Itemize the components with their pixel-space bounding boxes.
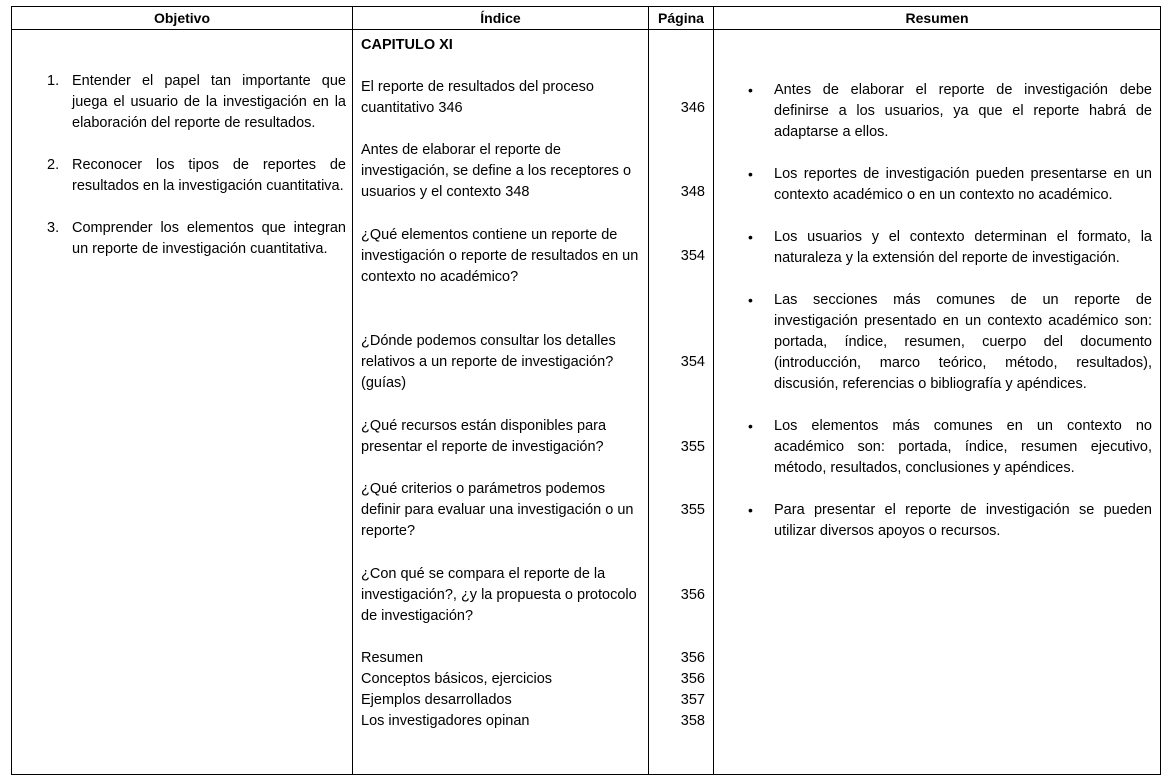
header-objetivo: Objetivo — [12, 7, 353, 29]
page-number: 348 — [680, 184, 705, 200]
page-number: 357 — [680, 692, 705, 708]
page-number: 355 — [680, 502, 705, 518]
index-entry: Conceptos básicos, ejercicios — [361, 671, 553, 687]
objetivo-text: Comprender los elementos que integran un reporte de investigación cuantitativa. — [72, 220, 346, 257]
resumen-text: Los usuarios y el contexto determinan el formato, la naturaleza y la extensión del reporte de investigación. — [774, 229, 1152, 266]
objetivo-item — [12, 155, 346, 197]
page-number: 355 — [680, 439, 705, 455]
index-entry: El reporte de resultados del proceso cuantitativo 346 — [361, 79, 594, 116]
resumen-item — [714, 500, 1152, 542]
resumen-text: Antes de elaborar el reporte de investigación debe definirse a los usuarios, ya que el reporte habrá de adaptarse a ellos. — [774, 82, 1152, 140]
index-entry: Antes de elaborar el reporte de investigación, se define a los receptores o usuarios y el contexto 348 — [361, 142, 632, 200]
objetivo-list — [12, 71, 346, 281]
objetivo-text: Reconocer los tipos de reportes de resultados en la investigación cuantitativa. — [72, 157, 346, 194]
resumen-item — [714, 164, 1152, 206]
bullet-icon: • — [748, 418, 753, 434]
resumen-list — [714, 80, 1152, 563]
header-indice: Índice — [353, 7, 649, 29]
bullet-icon: • — [748, 229, 753, 245]
page-number: 358 — [680, 713, 705, 729]
objetivo-cell — [12, 29, 353, 774]
index-entry: ¿Qué recursos están disponibles para presentar el reporte de investigación? — [361, 418, 607, 455]
pagina-cell — [649, 29, 714, 774]
resumen-item — [714, 227, 1152, 269]
resumen-item — [714, 80, 1152, 143]
indice-cell — [353, 29, 649, 774]
index-entry: Resumen — [361, 650, 424, 666]
page-number: 356 — [680, 671, 705, 687]
header-resumen: Resumen — [905, 10, 969, 26]
objetivo-text: Entender el papel tan importante que juega el usuario de la investigación en la elaboración del reporte de resultados. — [72, 73, 346, 131]
table-header-row — [12, 7, 1160, 30]
page-number: 356 — [680, 587, 705, 603]
index-entry: ¿Qué criterios o parámetros podemos definir para evaluar una investigación o un reporte? — [361, 481, 634, 539]
bullet-icon: • — [748, 502, 753, 518]
objetivo-item — [12, 218, 346, 260]
page-number: 356 — [680, 650, 705, 666]
syllabus-table — [11, 6, 1161, 775]
resumen-text: Para presentar el reporte de investigación se pueden utilizar diversos apoyos o recursos. — [774, 502, 1152, 539]
page-number: 354 — [680, 248, 705, 264]
objetivo-item — [12, 71, 346, 134]
bullet-icon: • — [748, 82, 753, 98]
bullet-icon: • — [748, 292, 753, 308]
page-number: 346 — [680, 100, 705, 116]
resumen-text: Las secciones más comunes de un reporte de investigación presentado en un contexto académico son: portada, índice, resumen, cuerpo del documento (introducción, marco teórico, método, resultados), discusión, referencias o bibliografía y apéndices. — [774, 292, 1152, 392]
page-number: 354 — [680, 354, 705, 370]
index-entry: ¿Qué elementos contiene un reporte de investigación o reporte de resultados en un contexto no académico? — [361, 227, 639, 285]
resumen-item — [714, 416, 1152, 479]
chapter-title: CAPITULO XI — [361, 37, 453, 53]
bullet-icon: • — [748, 166, 753, 182]
index-entry: Ejemplos desarrollados — [361, 692, 512, 708]
resumen-item — [714, 290, 1152, 395]
index-entry: Los investigadores opinan — [361, 713, 530, 729]
objetivo-number: 2. — [47, 157, 60, 173]
resumen-text: Los reportes de investigación pueden presentarse en un contexto académico o en un contexto no académico. — [774, 166, 1152, 203]
resumen-cell — [714, 29, 1160, 774]
index-entry: ¿Dónde podemos consultar los detalles relativos a un reporte de investigación? (guías) — [361, 333, 616, 391]
objetivo-number: 3. — [47, 220, 60, 236]
resumen-text: Los elementos más comunes en un contexto no académico son: portada, índice, resumen ejecutivo, método, resultados, conclusiones y apéndices. — [774, 418, 1152, 476]
index-entry: ¿Con qué se compara el reporte de la investigación?, ¿y la propuesta o protocolo de investigación? — [361, 566, 637, 624]
table-body-row — [12, 29, 1160, 774]
header-pagina: Página — [649, 7, 714, 29]
objetivo-number: 1. — [47, 73, 60, 89]
